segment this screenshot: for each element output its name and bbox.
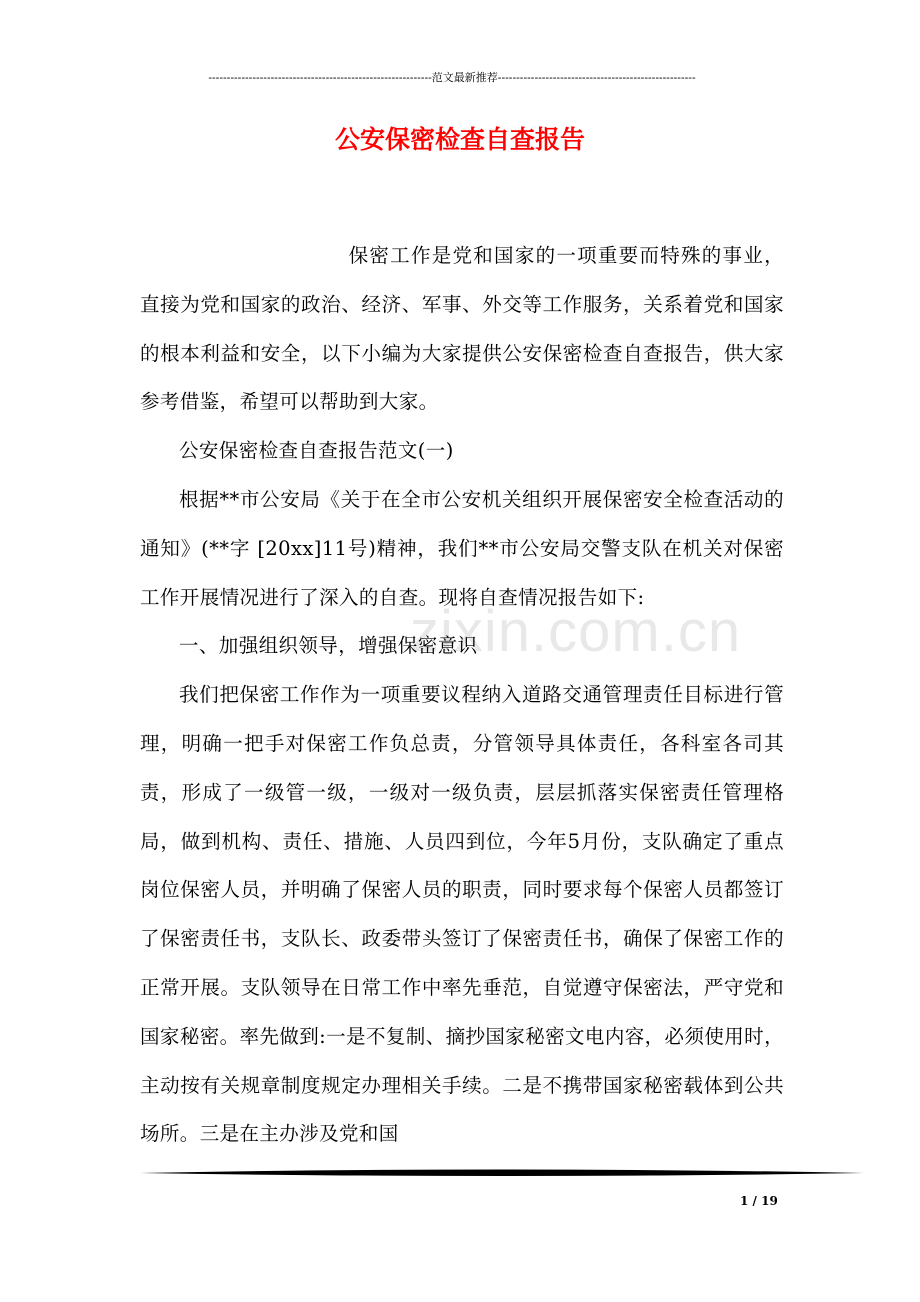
document-title: 公安保密检查自查报告: [334, 125, 585, 154]
page-number: 1 / 19: [740, 1194, 778, 1208]
document-body: [140, 232, 784, 1159]
paragraph-content: 我们把保密工作作为一项重要议程纳入道路交通管理责任目标进行管理，明确一把手对保密工作负总责，分管领导具体责任，各科室各司其责，形成了一级管一级，一级对一级负责，层层抓落实保密责任管理格局，做到机构、责任、措施、人员四到位，今年5月份，支队确定了重点岗位保密人员，并明确了保密人员的职责，同时要求每个保密人员都签订了保密责任书，支队长、政委带头签订了保密责任书，确保了保密工作的正常开展。支队领导在日常工作中率先垂范，自觉遵守保密法，严守党和国家秘密。率先做到:一是不复制、摘抄国家秘密文电内容，必须使用时，主动按有关规章制度规定办理相关手续。二是不携带国家秘密载体到公共场所。三是在主办涉及党和国: [140, 683, 784, 1146]
footer-divider: [140, 1167, 864, 1179]
paragraph-intro: 保密工作是党和国家的一项重要而特殊的事业，直接为党和国家的政治、经济、军事、外交等工作服务，关系着党和国家的根本利益和安全，以下小编为大家提供公安保密检查自查报告，供大家参考借鉴，希望可以帮助到大家。: [140, 244, 784, 414]
header-banner: -------------------------------------------------------------范文最新推荐------------------------------------------------------: [208, 72, 696, 84]
paragraph-section-heading: 公安保密检查自查报告范文(一): [179, 439, 454, 463]
paragraph-basis: 根据**市公安局《关于在全市公安机关组织开展保密安全检查活动的通知》(**字 [20xx]11号)精神，我们**市公安局交警支队在机关对保密工作开展情况进行了深入的自查。现将自查情况报告如下:: [140, 487, 784, 609]
watermark: zixin.com.cn: [410, 599, 742, 664]
paragraph-subheading: 一、加强组织领导，增强保密意识: [179, 634, 478, 658]
